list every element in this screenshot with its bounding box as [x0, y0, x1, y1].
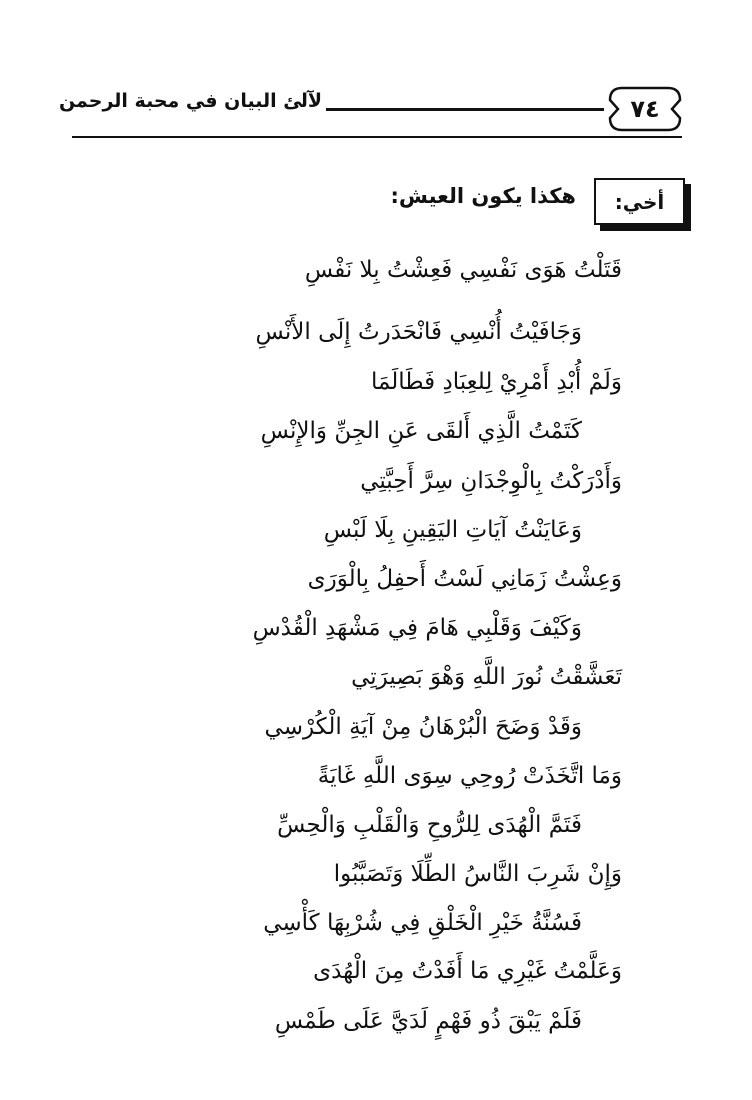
- verse-line-12: فَتَمَّ الْهُدَى لِلرُّوحِ وَالْقَلْبِ وَالْحِسِّ: [277, 812, 582, 838]
- verse-line-9: تَعَشَّقْتُ نُورَ اللَّهِ وَهْوَ بَصِيرَتِي: [351, 664, 622, 690]
- verse-line-1: قَتَلْتُ هَوَى نَفْسِي فَعِشْتُ بِلا نَفْسِ: [304, 257, 622, 283]
- verse-line-3: وَلَمْ أُبْدِ أَمْرِيْ لِلعِبَادِ فَطَالَمَا: [370, 369, 622, 395]
- verse-line-5: وَأَدْرَكْتُ بِالْوِجْدَانِ سِرَّ أَحِبَّتِي: [360, 468, 622, 494]
- verse-line-10: وَقَدْ وَضَحَ الْبُرْهَانُ مِنْ آيَةِ الْكُرْسِي: [264, 714, 582, 740]
- verse-line-7: وَعِشْتُ زَمَانِي لَسْتُ أَحفِلُ بِالْوَرَى: [307, 566, 622, 592]
- verse-line-13: وَإِنْ شَرِبَ النَّاسُ الطِّلَا وَتَصَبَّبُوا: [333, 861, 622, 887]
- verse-line-8: وَكَيْفَ وَقَلْبِي هَامَ فِي مَشْهَدِ الْقُدْسِ: [252, 615, 582, 641]
- running-title: لآلئ البيان في محبة الرحمن: [58, 90, 322, 112]
- section-label: أخي:: [614, 189, 665, 214]
- header-rule: [326, 108, 604, 111]
- verse-line-16: فَلَمْ يَبْقَ ذُو فَهْمٍ لَدَيَّ عَلَى طَمْسِ: [274, 1008, 582, 1034]
- verse-line-11: وَمَا اتَّخَذَتْ رُوحِي سِوَى اللَّهِ غَايَةً: [317, 763, 622, 789]
- verse-line-14: فَسُنَّةُ خَيْرِ الْخَلْقِ فِي شُرْبِهَا كَأْسِي: [263, 910, 582, 936]
- section-label-box: [594, 178, 685, 225]
- page-number-badge: [608, 86, 682, 132]
- page-number: ٧٤: [630, 95, 660, 123]
- verse-line-2: وَجَافَيْتُ أُنْسِي فَانْحَدَرتُ إِلَى الأَنْسِ: [255, 319, 582, 345]
- verse-line-6: وَعَايَنْتُ آيَاتِ اليَقِينِ بِلَا لَبْسِ: [323, 517, 582, 543]
- verse-line-4: كَتَمْتُ الَّذِي أَلقَى عَنِ الجِنِّ وَالإِنْسِ: [260, 418, 582, 444]
- header-underline: [72, 136, 682, 138]
- section-heading: هكذا يكون العيش:: [390, 184, 576, 208]
- verse-line-15: وَعَلَّمْتُ غَيْرِي مَا أَفَدْتُ مِنَ الْهُدَى: [313, 958, 622, 984]
